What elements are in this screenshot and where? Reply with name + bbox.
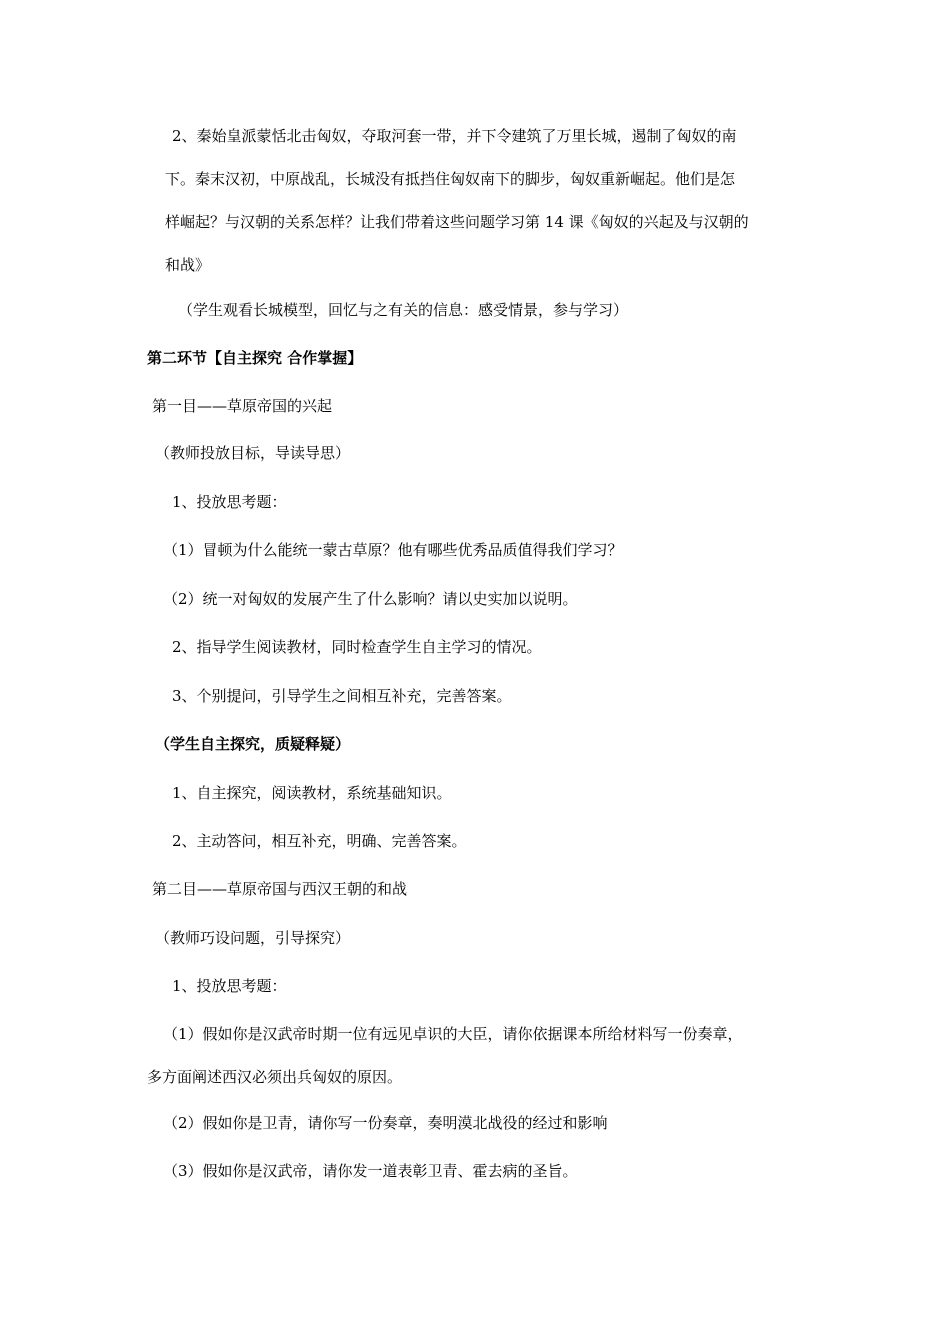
section-heading: 第二环节【自主探究 合作掌握】 bbox=[147, 349, 363, 367]
part1-item-2: 2、指导学生阅读教材，同时检查学生自主学习的情况。 bbox=[172, 638, 542, 656]
part1-title: 第一目——草原帝国的兴起 bbox=[152, 397, 333, 415]
intro-paragraph-line-1: 2、秦始皇派蒙恬北击匈奴，夺取河套一带，并下令建筑了万里长城，遏制了匈奴的南 bbox=[172, 127, 737, 145]
part1-item-1: 1、投放思考题： bbox=[172, 493, 287, 511]
part2-item-1: 1、投放思考题： bbox=[172, 977, 287, 995]
part1-question-1: （1）冒顿为什么能统一蒙古草原？他有哪些优秀品质值得我们学习？ bbox=[163, 541, 623, 559]
part1-teacher-note: （教师投放目标，导读导思） bbox=[155, 444, 351, 462]
part2-teacher-note: （教师巧设问题，引导探究） bbox=[155, 929, 351, 947]
part2-question-1-line-1: （1）假如你是汉武帝时期一位有远见卓识的大臣，请你依据课本所给材料写一份奏章， bbox=[163, 1025, 743, 1043]
student-activity-note: （学生观看长城模型，回忆与之有关的信息：感受情景，参与学习） bbox=[178, 301, 629, 319]
intro-paragraph-line-2: 下。秦末汉初，中原战乱，长城没有抵挡住匈奴南下的脚步，匈奴重新崛起。他们是怎 bbox=[165, 170, 736, 188]
intro-paragraph-line-4: 和战》 bbox=[165, 256, 211, 274]
part2-question-2: （2）假如你是卫青，请你写一份奏章，奏明漠北战役的经过和影响 bbox=[163, 1114, 608, 1132]
part2-question-3: （3）假如你是汉武帝，请你发一道表彰卫青、霍去病的圣旨。 bbox=[163, 1162, 578, 1180]
student-section-heading: （学生自主探究，质疑释疑） bbox=[155, 735, 351, 753]
part2-question-1-line-2: 多方面阐述西汉必须出兵匈奴的原因。 bbox=[147, 1068, 403, 1086]
part2-title: 第二目——草原帝国与西汉王朝的和战 bbox=[152, 880, 408, 898]
part1-item-3: 3、个别提问，引导学生之间相互补充，完善答案。 bbox=[172, 687, 512, 705]
student-item-2: 2、主动答问，相互补充，明确、完善答案。 bbox=[172, 832, 467, 850]
student-item-1: 1、自主探究，阅读教材，系统基础知识。 bbox=[172, 784, 452, 802]
intro-paragraph-line-3: 样崛起？与汉朝的关系怎样？让我们带着这些问题学习第 14 课《匈奴的兴起及与汉朝的 bbox=[165, 213, 749, 231]
part1-question-2: （2）统一对匈奴的发展产生了什么影响？请以史实加以说明。 bbox=[163, 590, 578, 608]
